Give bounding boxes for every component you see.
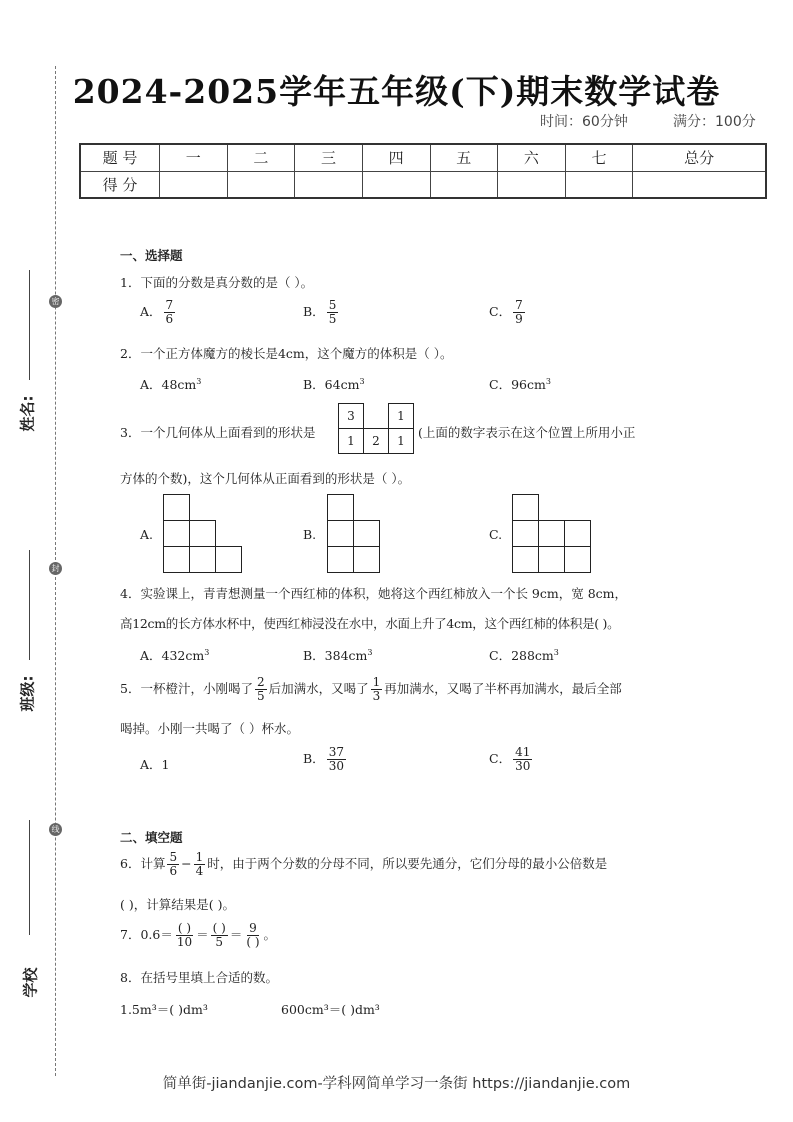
q2-option-c[interactable]: C．$96cm^3$ <box>489 376 551 392</box>
score-row-label: 得 分 <box>80 171 160 198</box>
q5-fraction-1: $\frac{2}{5}$ <box>256 675 265 703</box>
score-cell[interactable] <box>498 171 566 198</box>
full-score-label: 满分：100分 <box>673 114 756 130</box>
score-table-header-label: 题 号 <box>80 144 160 171</box>
school-label: 学校 <box>21 967 40 998</box>
q3-option-a-label[interactable]: A. <box>140 527 154 542</box>
q5-line1: 5．一杯橙汁，小刚喝了 $\frac{2}{5}$ 后加满水，又喝了 $\frac{1}{3}$ 再加满水，又喝了半杯再加满水，最后全部 <box>120 675 622 703</box>
grid-cell: 1 <box>389 429 414 454</box>
time-label: 时间：60分钟 <box>540 114 628 130</box>
score-cell[interactable] <box>227 171 295 198</box>
q3-option-a-figure[interactable] <box>163 494 243 574</box>
score-cell[interactable] <box>160 171 228 198</box>
grid-cell: 3 <box>339 404 364 429</box>
q1-option-c[interactable]: C． $\frac{7}{9}$ <box>489 298 523 326</box>
q5-option-c[interactable]: C． $\frac{41}{30}$ <box>489 745 531 773</box>
q1-a-fraction: $\frac{7}{6}$ <box>165 298 174 326</box>
q5-c-fraction: $\frac{41}{30}$ <box>515 745 531 773</box>
q1-c-fraction: $\frac{7}{9}$ <box>515 298 523 326</box>
q1-option-b[interactable]: B． $\frac{5}{5}$ <box>303 298 337 326</box>
q7-fraction-2: $\frac{( )}{5}$ <box>212 921 226 949</box>
grid-cell: 1 <box>339 429 364 454</box>
q6-line2[interactable]: ( )，计算结果是( )。 <box>120 897 235 912</box>
score-col-1: 一 <box>160 144 228 171</box>
footer-watermark: 简单街-jiandanjie.com-学科网简单学习一条街 https://jiandanjie.com <box>162 1076 631 1092</box>
q8-text: 8．在括号里填上合适的数。 <box>120 970 278 985</box>
q6-line1: 6．计算 $\frac{5}{6}$ − $\frac{1}{4}$ 时，由于两个分数的分母不同，所以要先通分，它们分母的最小公倍数是 <box>120 850 608 878</box>
seal-mark-xian: 线 <box>49 823 62 836</box>
q3-option-b-label[interactable]: B. <box>303 527 317 542</box>
q3-option-c-label[interactable]: C. <box>489 527 503 542</box>
score-cell[interactable] <box>430 171 498 198</box>
score-cell[interactable] <box>633 171 766 198</box>
score-table <box>79 143 767 199</box>
q5-line2: 喝掉。小刚一共喝了（ ）杯水。 <box>120 721 299 736</box>
name-label: 姓名: <box>18 395 37 432</box>
class-label: 班级: <box>18 675 37 712</box>
q3-option-b-figure[interactable] <box>327 494 381 574</box>
q8-blank-1[interactable]: 1.5m³＝( )dm³ <box>120 1002 208 1017</box>
q5-fraction-2: $\frac{1}{3}$ <box>372 675 381 703</box>
q8-blank-2[interactable]: 600cm³＝( )dm³ <box>281 1002 380 1017</box>
q1-b-fraction: $\frac{5}{5}$ <box>328 298 337 326</box>
q1-text: 1．下面的分数是真分数的是（ ）。 <box>120 275 314 290</box>
score-col-6: 六 <box>498 144 566 171</box>
q4-option-b[interactable]: B．$384cm^3$ <box>303 647 373 663</box>
name-line <box>29 270 30 380</box>
grid-cell: 2 <box>364 429 389 454</box>
q3-text-2: 方体的个数)，这个几何体从正面看到的形状是（ ）。 <box>120 471 411 486</box>
q5-b-fraction: $\frac{37}{30}$ <box>328 745 344 773</box>
section1-title: 一、选择题 <box>120 248 183 263</box>
q3-text-pre: 3．一个几何体从上面看到的形状是 <box>120 425 316 440</box>
score-col-5: 五 <box>430 144 498 171</box>
score-col-7: 七 <box>565 144 633 171</box>
q4-option-a[interactable]: A．$432cm^3$ <box>140 647 210 663</box>
q3-top-view-grid <box>338 403 414 454</box>
score-col-2: 二 <box>227 144 295 171</box>
class-line <box>29 550 30 660</box>
score-col-4: 四 <box>362 144 430 171</box>
school-line <box>29 820 30 935</box>
q7-line[interactable]: 7．0.6＝ $\frac{( )}{10}$ ＝ $\frac{( )}{5}$ ＝ $\frac{9}{( )}$ 。 <box>120 921 277 949</box>
grid-cell-empty <box>364 404 389 429</box>
q4-option-c[interactable]: C．$288cm^3$ <box>489 647 559 663</box>
q4-line1: 4．实验课上，青青想测量一个西红柿的体积，她将这个西红柿放入一个长 9cm，宽 8cm， <box>120 586 628 601</box>
q5-option-a[interactable]: A．1 <box>140 757 170 772</box>
q6-fraction-1: $\frac{5}{6}$ <box>169 850 178 878</box>
q6-fraction-2: $\frac{1}{4}$ <box>195 850 204 878</box>
section2-title: 二、填空题 <box>120 830 183 845</box>
q1-option-a[interactable]: A． $\frac{7}{6}$ <box>140 298 174 326</box>
q4-line2: 高12cm的长方体水杯中，使西红柿浸没在水中，水面上升了4cm，这个西红柿的体积是( )。 <box>120 616 620 631</box>
score-cell[interactable] <box>362 171 430 198</box>
q3-text-post: (上面的数字表示在这个位置上所用小正 <box>418 425 636 440</box>
q2-text: 2．一个正方体魔方的棱长是4cm，这个魔方的体积是（ ）。 <box>120 346 453 361</box>
q7-fraction-1: $\frac{( )}{10}$ <box>176 921 193 949</box>
score-col-3: 三 <box>295 144 363 171</box>
score-col-total: 总分 <box>633 144 766 171</box>
grid-cell: 1 <box>389 404 414 429</box>
seal-mark-feng: 封 <box>49 562 62 575</box>
score-cell[interactable] <box>565 171 633 198</box>
q7-fraction-3: $\frac{9}{( )}$ <box>246 921 260 949</box>
score-cell[interactable] <box>295 171 363 198</box>
q2-option-b[interactable]: B．$64cm^3$ <box>303 376 365 392</box>
q3-option-c-figure[interactable] <box>512 494 592 574</box>
page-title: 2024-2025学年五年级(下)期末数学试卷 <box>72 72 721 111</box>
q5-option-b[interactable]: B． $\frac{37}{30}$ <box>303 745 344 773</box>
q2-option-a[interactable]: A．$48cm^3$ <box>140 376 202 392</box>
seal-mark-mi: 密 <box>49 295 62 308</box>
